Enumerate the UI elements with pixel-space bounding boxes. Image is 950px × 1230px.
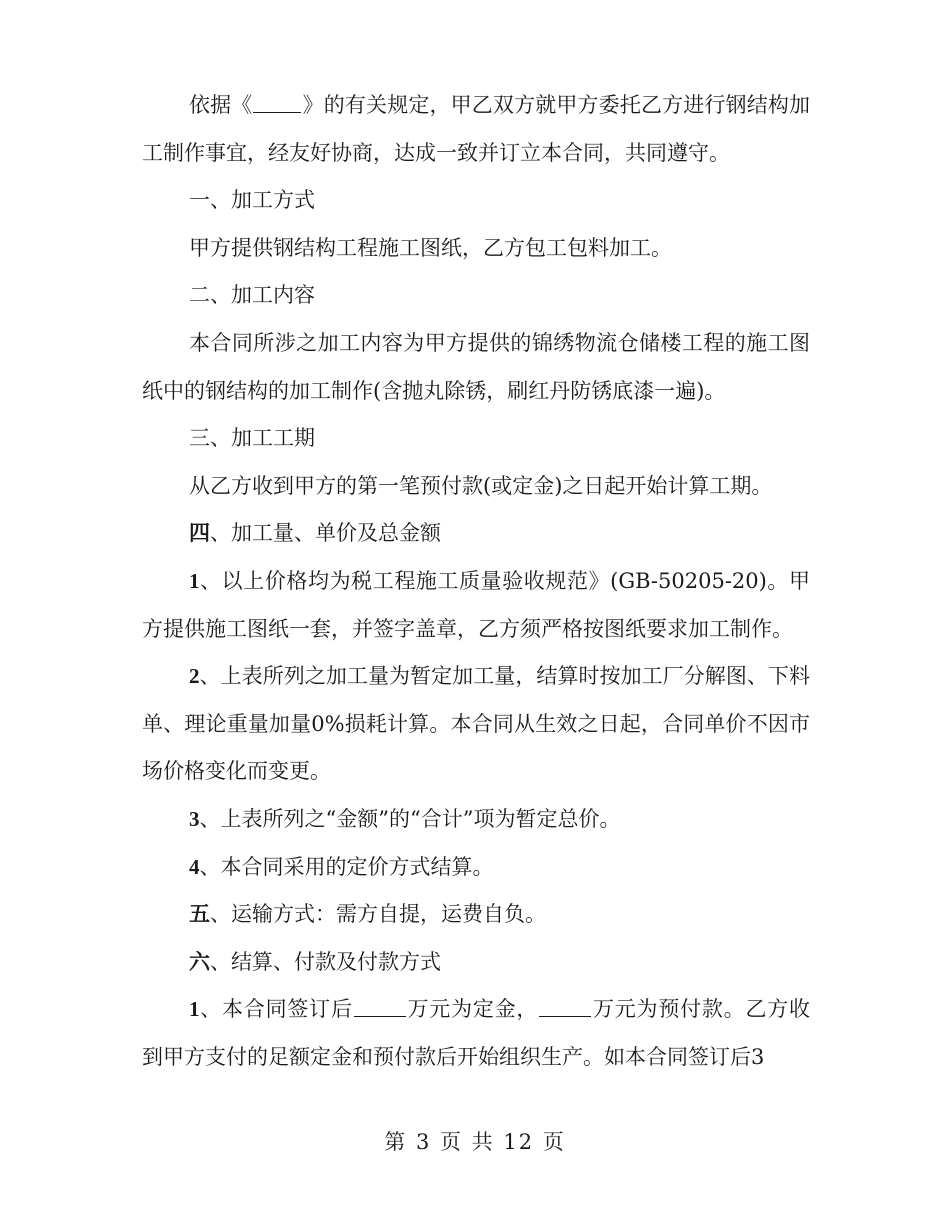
item-number: 1 xyxy=(189,997,200,1022)
section6-item-1 xyxy=(142,986,810,1081)
section5-title xyxy=(142,891,810,939)
section4-item-1 xyxy=(142,558,810,653)
item-text: 、以上价格均为税工程施工质量验收规范》(GB-50205-20)。甲方提供施工图纸一套，并签字盖章，乙方须严格按图纸要求加工制作。 xyxy=(142,568,810,641)
section4-item-3 xyxy=(142,796,810,844)
item-text: 、上表所列之加工量为暂定加工量，结算时按加工厂分解图、下料单、理论重量加量0%损耗计算。本合同从生效之日起，合同单价不因市场价格变化而变更。 xyxy=(142,664,810,784)
section4-item-2 xyxy=(142,653,810,796)
intro-prefix: 依据《 xyxy=(189,93,253,117)
section2-body: 本合同所涉之加工内容为甲方提供的锦绣物流仓储楼工程的施工图纸中的钢结构的加工制作(含抛丸除锈，刷红丹防锈底漆一遍)。 xyxy=(142,330,810,403)
section4-title-num: 四 xyxy=(189,521,210,546)
item-text: 、本合同采用的定价方式结算。 xyxy=(199,854,494,879)
section1-title: 一、加工方式 xyxy=(189,188,315,213)
section6-title-num: 六 xyxy=(189,949,210,974)
document-body xyxy=(142,82,810,1081)
item-text: 、上表所列之“金额”的“合计”项为暂定总价。 xyxy=(199,806,621,831)
intro-suffix: 》的有关规定，甲乙双方就甲方委托乙方进行钢结构加工制作事宜，经友好协商，达成一致并订立本合同，共同遵守。 xyxy=(142,93,811,165)
section2-title: 二、加工内容 xyxy=(189,283,315,308)
item-number: 2 xyxy=(189,664,200,689)
section3-body: 从乙方收到甲方的第一笔预付款(或定金)之日起开始计算工期。 xyxy=(189,473,773,498)
intro-paragraph xyxy=(142,82,810,177)
prepayment-amount-blank xyxy=(539,993,591,1017)
deposit-amount-blank xyxy=(354,993,406,1017)
section4-title xyxy=(142,510,810,558)
section3-title: 三、加工工期 xyxy=(189,426,315,451)
section4-item-4 xyxy=(142,844,810,892)
section4-title-rest: 、加工量、单价及总金额 xyxy=(210,521,441,546)
section5-title-rest: 、运输方式：需方自提，运费自负。 xyxy=(210,902,546,927)
section6-title xyxy=(142,939,810,987)
item-text-part2: 万元为定金， xyxy=(406,997,539,1022)
item-text-part3: 万元为预付款。乙方收到甲方支付的足额定金和预付款后开始组织生产。如本合同签订后3 xyxy=(142,997,811,1069)
page-footer: 第 3 页 共 12 页 xyxy=(384,1130,566,1154)
item-number: 1 xyxy=(189,568,200,593)
item-text-part1: 、本合同签订后 xyxy=(199,997,353,1022)
law-name-blank xyxy=(253,89,301,113)
section6-title-rest: 、结算、付款及付款方式 xyxy=(210,949,441,974)
section5-title-num: 五 xyxy=(189,902,210,927)
section1-body: 甲方提供钢结构工程施工图纸，乙方包工包料加工。 xyxy=(189,235,672,260)
item-number: 3 xyxy=(189,806,200,831)
item-number: 4 xyxy=(189,854,200,879)
